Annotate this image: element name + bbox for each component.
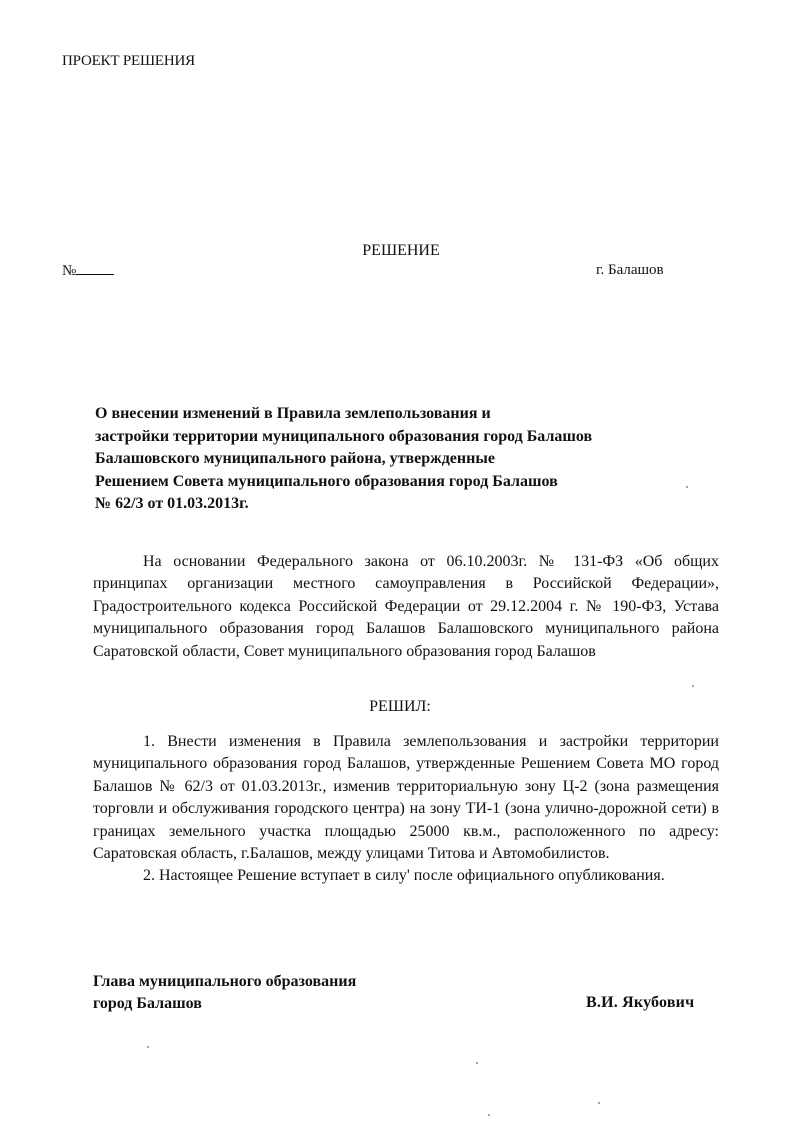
subject-line: № 62/3 от 01.03.2013г. <box>95 495 249 513</box>
subject-line: О внесении изменений в Правила землепользования и <box>95 405 491 422</box>
document-subject <box>95 403 695 516</box>
subject-line: Решением Совета муниципального образования город Балашов <box>95 472 558 490</box>
document-type-heading: РЕШЕНИЕ <box>362 242 440 259</box>
draft-label: ПРОЕКТ РЕШЕНИЯ <box>62 53 195 69</box>
scan-speck <box>476 1062 478 1064</box>
resolution-item: 2. Настоящее Решение вступает в силу' после официального опубликования. <box>143 867 665 885</box>
document-number <box>62 262 114 280</box>
scan-speck <box>686 486 688 488</box>
signer-name: В.И. Якубович <box>586 994 695 1011</box>
subject-line: застройки территории муниципального образования город Балашов <box>95 427 593 445</box>
subject-line: Балашовского муниципального района, утвержденные <box>95 450 495 468</box>
preamble-paragraph: На основании Федерального закона от 06.10.2003г. № 131-ФЗ «Об общих принципах организации местного самоуправления в Российской Федерации», Градостроительного кодекса Российской Федерации от 29.12.2004 г. № 190-ФЗ, Устава муниципального образования город Балашов Балашовского муниципального района Саратовской области, Совет муниципального образования город Балашов <box>93 553 719 660</box>
resolved-heading: РЕШИЛ: <box>369 698 431 715</box>
scan-speck <box>692 685 694 687</box>
scan-speck <box>488 1114 490 1116</box>
number-blank-line <box>76 262 114 275</box>
document-city: г. Балашов <box>596 262 664 278</box>
scan-speck <box>598 1102 600 1104</box>
signer-title-line: Глава муниципального образования <box>93 973 357 990</box>
signer-title <box>93 971 356 1016</box>
signer-title-line: город Балашов <box>93 995 202 1013</box>
resolution-item: 1. Внести изменения в Правила землепользования и застройки территории муниципального образования город Балашов, утвержденные Решением Совета МО город Балашов № 62/3 от 01.03.2013г., изменив территориальную зону Ц-2 (зона размещения торговли и обслуживания городского центра) на зону ТИ-1 (зона улично-дорожной сети) в границах земельного участка площадью 25000 кв.м., расположенного по адресу: Саратовская область, г.Балашов, между улицами Титова и Автомобилистов. <box>93 733 719 863</box>
resolution-items <box>93 731 719 888</box>
number-prefix: № <box>62 263 77 279</box>
scan-speck <box>147 1046 149 1048</box>
